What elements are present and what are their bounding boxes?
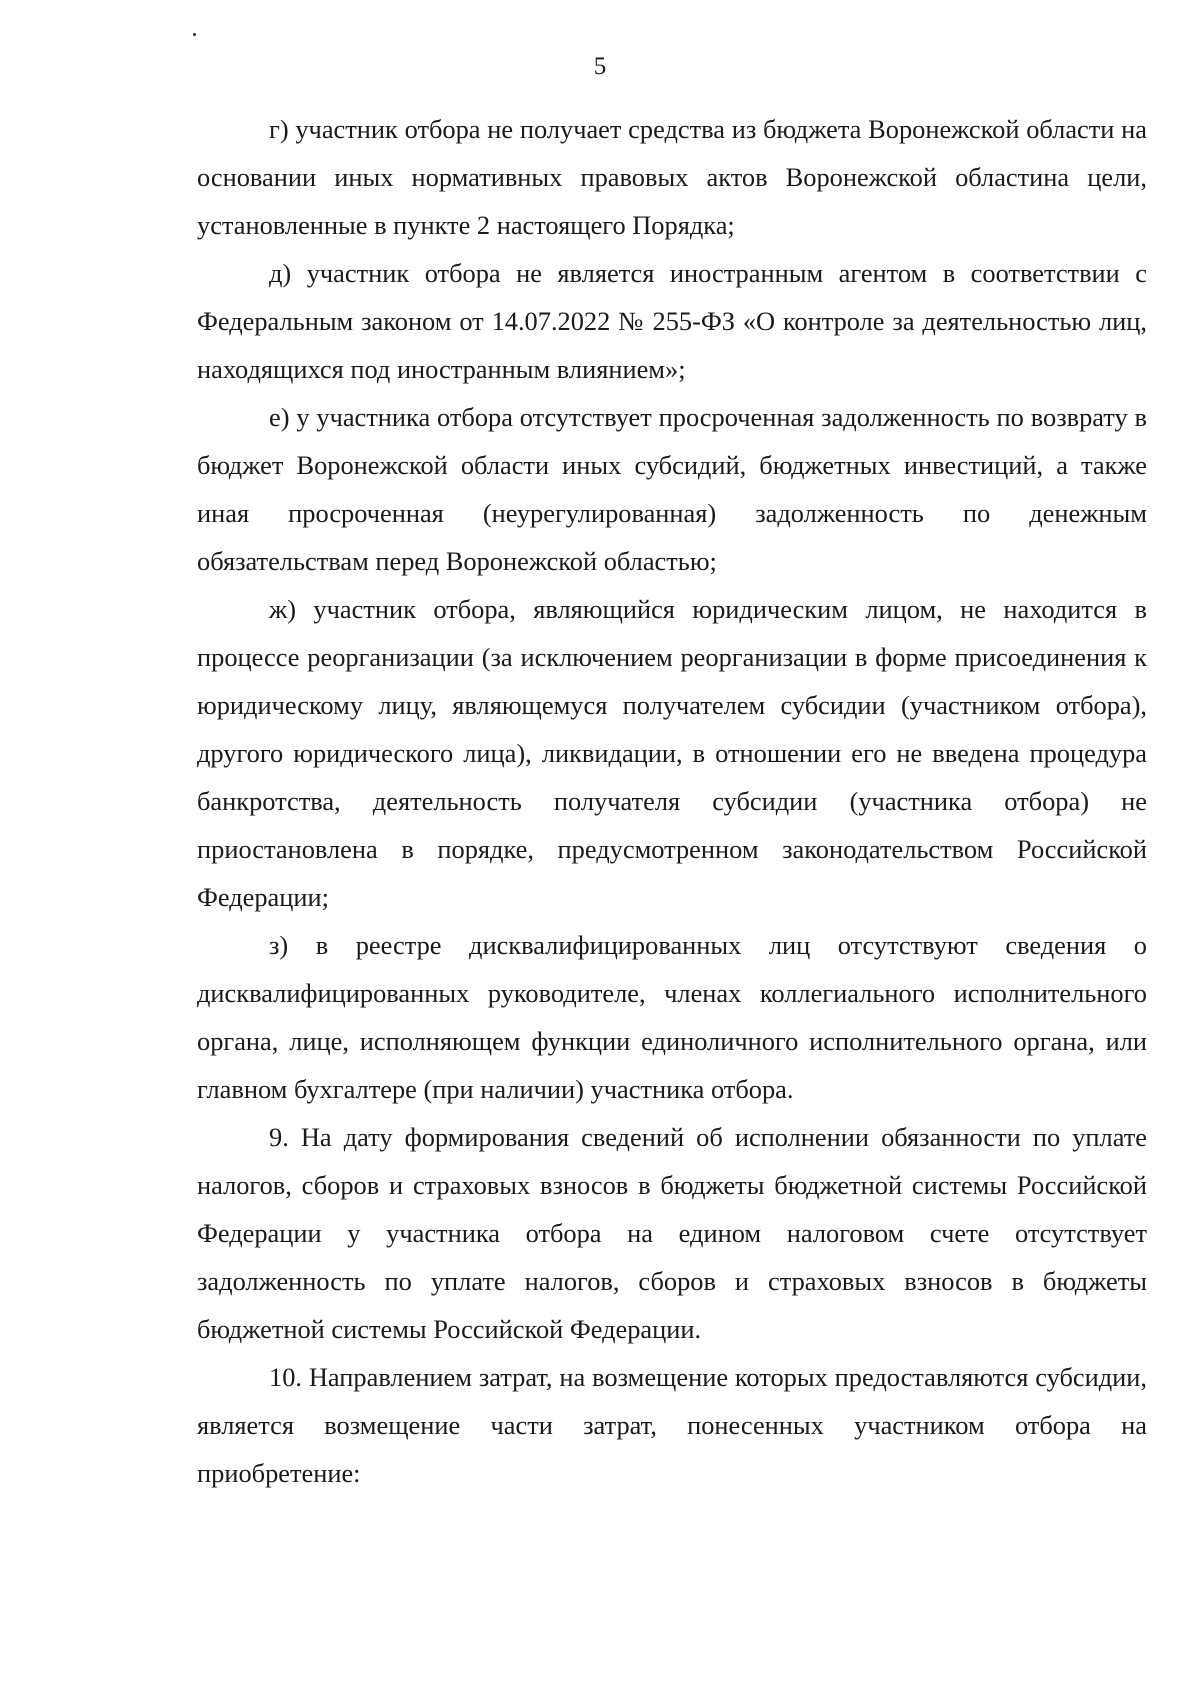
document-body bbox=[197, 105, 1147, 1497]
paragraph-g: г) участник отбора не получает средства из бюджета Воронежской области на основании иных нормативных правовых актов Воронежской областина цели, установленные в пункте 2 настоящего Порядка; bbox=[197, 114, 1147, 240]
paragraph-d: д) участник отбора не является иностранным агентом в соответствии с Федеральным законом от 14.07.2022 № 255-ФЗ «О контроле за деятельностью лиц, находящихся под иностранным влиянием»; bbox=[197, 258, 1147, 384]
paragraph-10: 10. Направлением затрат, на возмещение которых предоставляются субсидии, является возмещение части затрат, понесенных участником отбора на приобретение: bbox=[197, 1362, 1147, 1488]
paragraph-9: 9. На дату формирования сведений об исполнении обязанности по уплате налогов, сборов и страховых взносов в бюджеты бюджетной системы Российской Федерации у участника отбора на едином налоговом счете отсутствует задолженность по уплате налогов, сборов и страховых взносов в бюджеты бюджетной системы Российской Федерации. bbox=[197, 1122, 1147, 1344]
paragraph-zh: ж) участник отбора, являющийся юридическим лицом, не находится в процессе реорганизации (за исключением реорганизации в форме присоединения к юридическому лицу, являющемуся получателем субсидии (участником отбора), другого юридического лица), ликвидации, в отношении его не введена процедура банкротства, деятельность получателя субсидии (участника отбора) не приостановлена в порядке, предусмотренном законодательством Российской Федерации; bbox=[197, 594, 1147, 912]
page-number: 5 bbox=[593, 53, 607, 80]
scan-speck bbox=[193, 33, 196, 36]
paragraph-e: е) у участника отбора отсутствует просроченная задолженность по возврату в бюджет Воронежской области иных субсидий, бюджетных инвестиций, а также иная просроченная (неурегулированная) задолженность по денежным обязательствам перед Воронежской областью; bbox=[197, 402, 1147, 576]
paragraph-z: з) в реестре дисквалифицированных лиц отсутствуют сведения о дисквалифицированных руководителе, членах коллегиального исполнительного органа, лице, исполняющем функции единоличного исполнительного органа, или главном бухгалтере (при наличии) участника отбора. bbox=[197, 930, 1147, 1104]
